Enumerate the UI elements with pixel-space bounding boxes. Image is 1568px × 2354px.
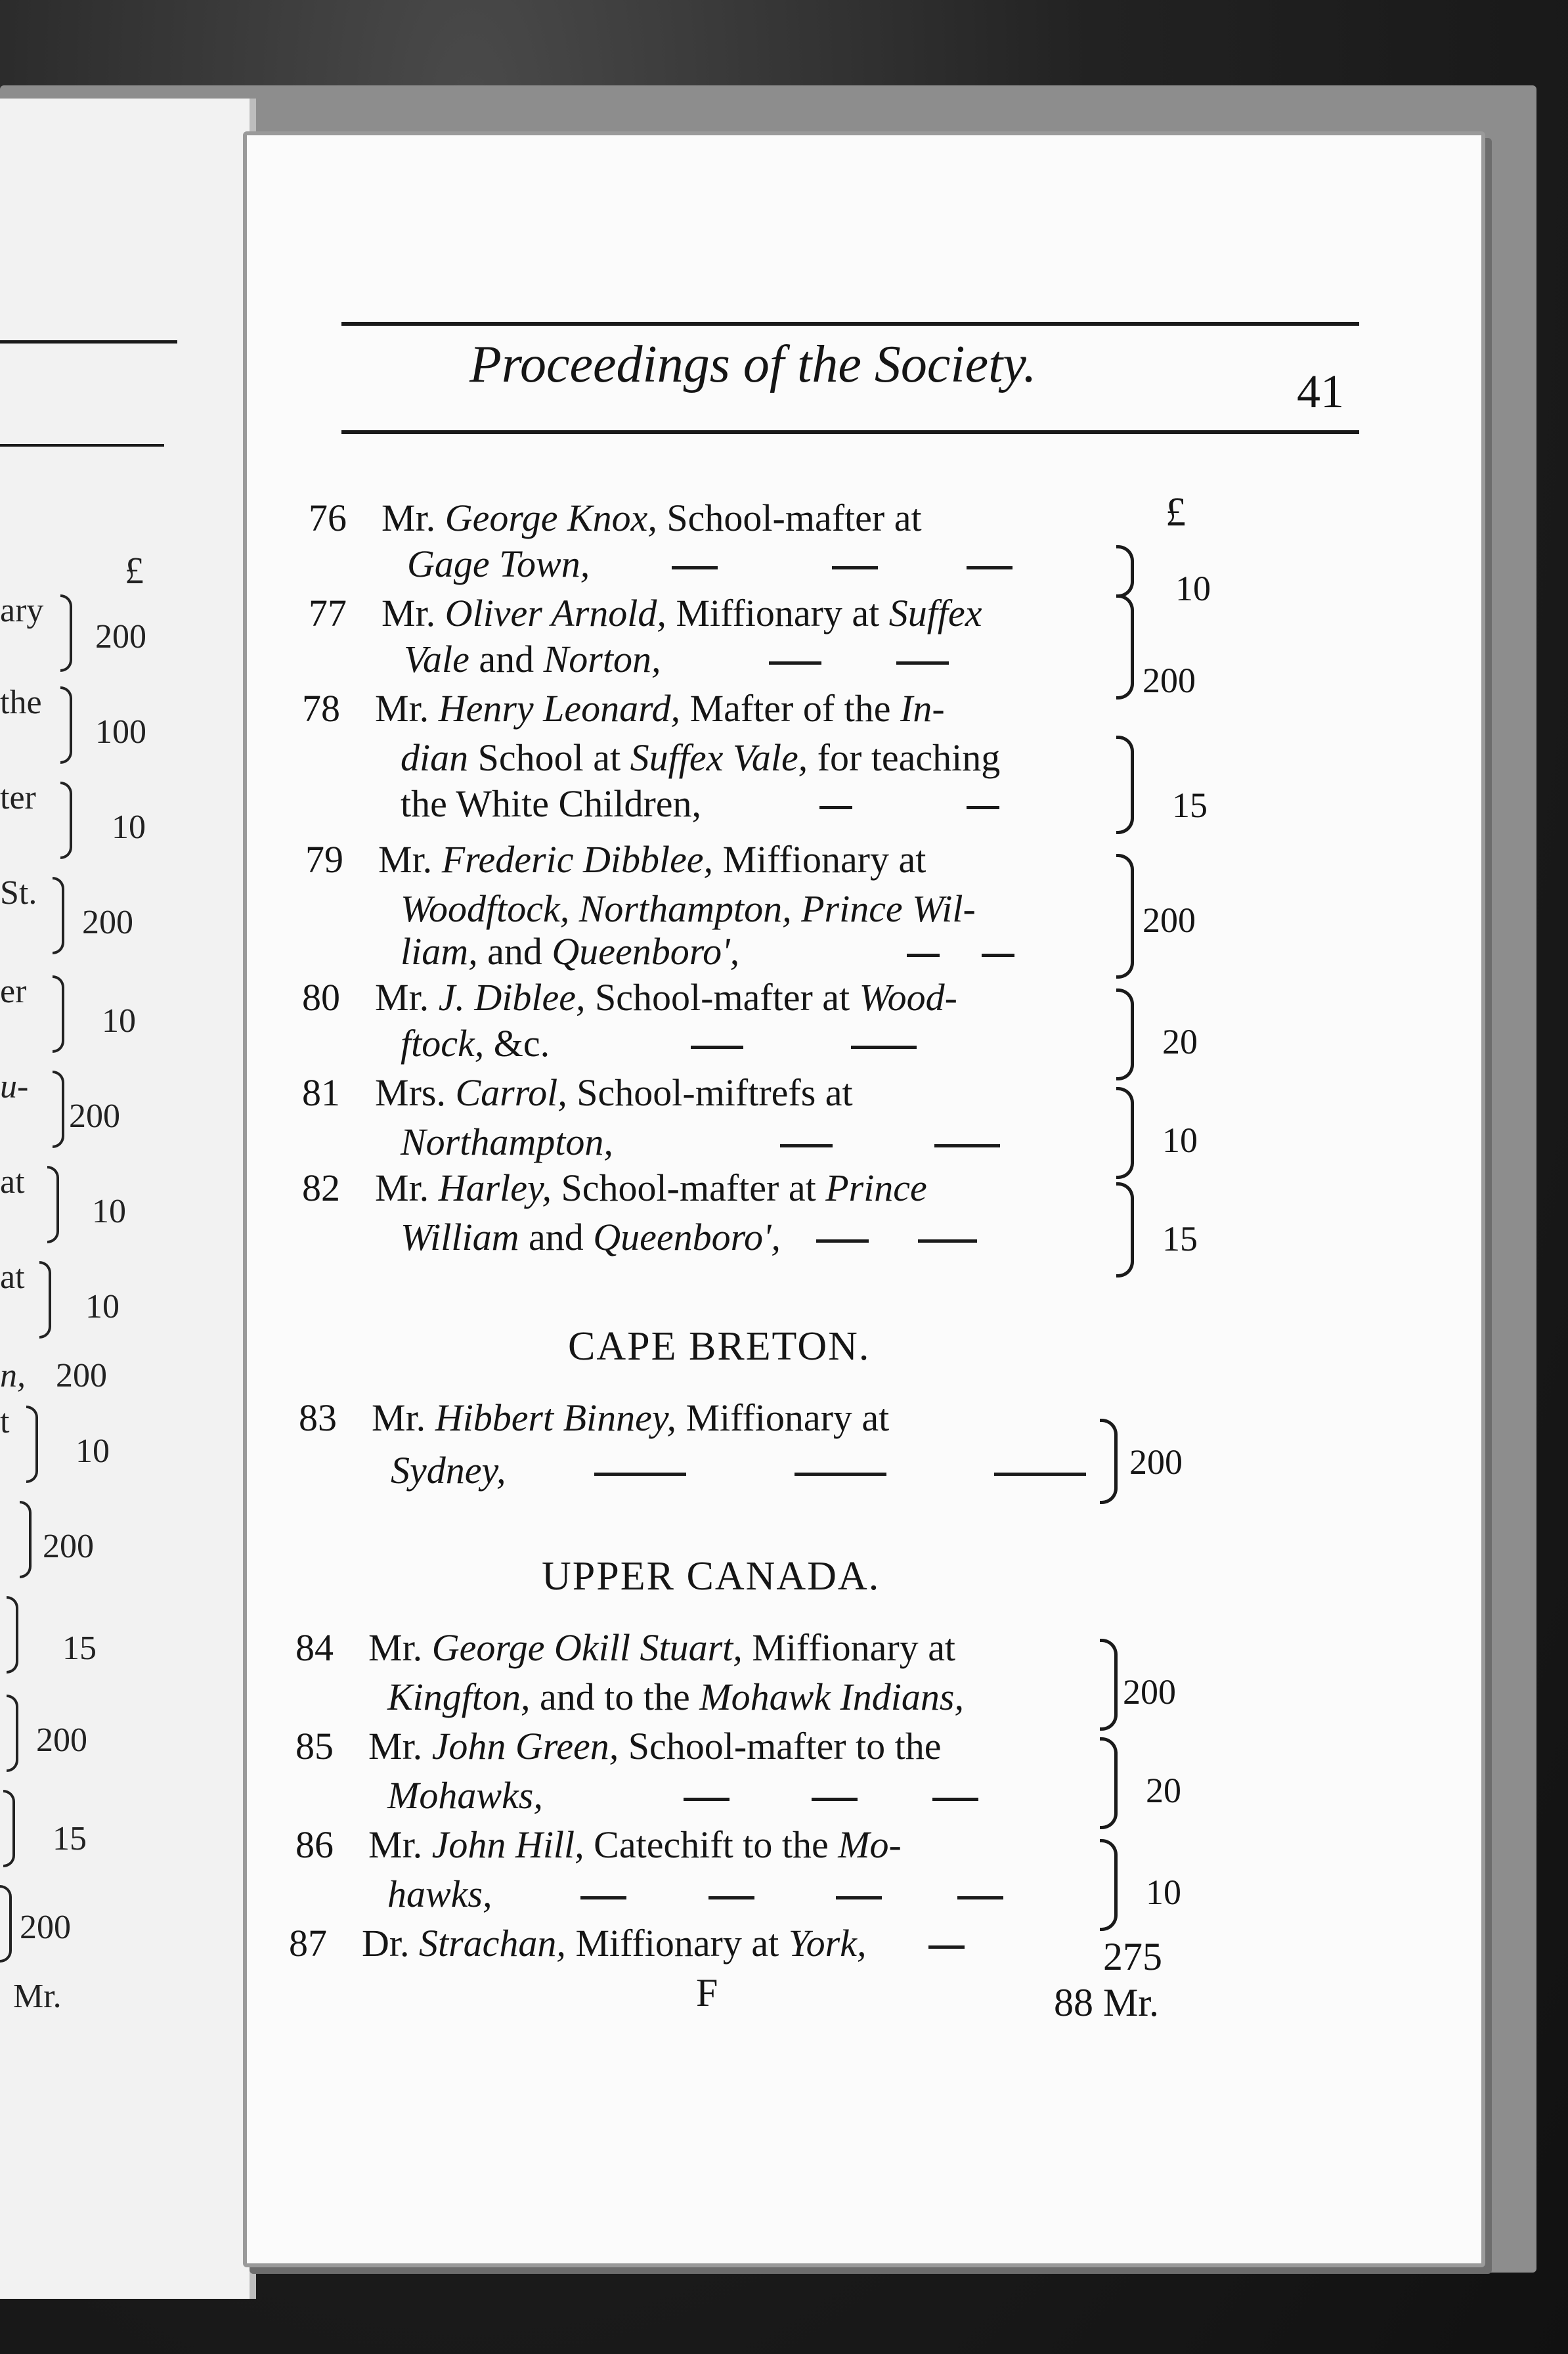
entry-name: J. Diblee,	[438, 976, 586, 1019]
entry-81-line-1	[302, 1071, 853, 1114]
leader-dash	[795, 1473, 886, 1476]
entry-name: Oliver Arnold,	[445, 592, 666, 634]
left-brace	[39, 1261, 51, 1339]
leader-dash	[594, 1473, 686, 1476]
amount: 15	[1162, 1219, 1198, 1258]
left-brace	[0, 1885, 12, 1963]
left-amount: 200	[36, 1721, 87, 1759]
entry-text: and	[477, 930, 552, 973]
left-amount: 200	[82, 904, 133, 941]
pound-symbol: £	[1165, 490, 1186, 535]
entry-place: Vale	[404, 638, 469, 680]
left-brace	[60, 686, 72, 764]
leader-dash	[932, 1798, 978, 1801]
left-amount: 10	[76, 1432, 110, 1470]
amount: 20	[1146, 1771, 1181, 1810]
entry-text: Mr.	[378, 838, 442, 881]
entry-83-line-1	[299, 1396, 890, 1439]
left-catchword: Mr.	[13, 1978, 62, 2015]
entry-place: Queenboro',	[552, 930, 740, 973]
left-brace	[7, 1596, 18, 1674]
entry-number: 86	[295, 1823, 334, 1866]
left-fragment: ter	[0, 779, 36, 816]
entry-name: Carrol,	[455, 1071, 567, 1114]
entry-number: 87	[289, 1922, 327, 1965]
entry-text: for teaching	[808, 736, 1001, 779]
entry-text: Miffionary at	[713, 838, 926, 881]
leader-dash	[896, 661, 949, 665]
entry-76-line-1	[309, 499, 922, 537]
leader-dash	[769, 661, 821, 665]
leader-dash	[684, 1798, 730, 1801]
top-rule	[341, 322, 1359, 326]
leader-dash	[708, 1896, 754, 1899]
entry-82-line-2	[401, 1218, 977, 1256]
entry-87-line-1	[289, 1924, 965, 1963]
leader-dash	[994, 1473, 1086, 1476]
entry-name: George Okill Stuart,	[431, 1626, 743, 1669]
brace	[1100, 1737, 1118, 1829]
entry-text: Mrs.	[375, 1071, 456, 1114]
left-amount: 10	[102, 1002, 136, 1040]
brace	[1100, 1419, 1118, 1504]
leader-dash	[967, 806, 999, 809]
entry-79-line-2	[401, 887, 976, 930]
entry-place: William	[401, 1216, 519, 1258]
entry-80-line-1	[302, 976, 957, 1019]
entry-name: Harley,	[438, 1166, 552, 1209]
entry-number: 84	[295, 1626, 334, 1669]
entry-78-line-3	[401, 782, 999, 825]
page-number: 41	[1297, 365, 1344, 418]
brace	[1116, 1087, 1134, 1179]
entry-text: Mr.	[381, 592, 445, 634]
amount: 200	[1143, 661, 1196, 700]
brace	[1116, 988, 1134, 1080]
section-heading-upper-canada: UPPER CANADA.	[542, 1554, 881, 1599]
entry-text: School at	[468, 736, 630, 779]
left-brace	[3, 1790, 15, 1867]
entry-number: 83	[299, 1396, 337, 1439]
amount: 275	[1103, 1935, 1162, 1978]
entry-text: and	[469, 638, 544, 680]
left-page	[0, 99, 256, 2299]
entry-place: Woodftock, Northampton, Prince Wil-	[401, 887, 976, 930]
entry-78-line-2	[401, 736, 1001, 779]
brace	[1100, 1639, 1118, 1731]
entry-place: In-	[900, 687, 945, 730]
entry-place: Queenboro',	[593, 1216, 781, 1258]
left-top-rule	[0, 340, 177, 344]
entry-place: hawks,	[387, 1873, 492, 1915]
left-amount: 200	[43, 1528, 94, 1565]
leader-dash	[819, 806, 852, 809]
entry-86-line-2	[387, 1875, 1003, 1913]
signature-mark: F	[696, 1971, 718, 2014]
left-brace	[7, 1695, 18, 1772]
entry-text: Mr.	[375, 1166, 439, 1209]
entry-number: 80	[302, 976, 340, 1019]
left-fragment: the	[0, 684, 42, 721]
entry-text: Mr.	[375, 687, 439, 730]
entry-place: Prince	[825, 1166, 927, 1209]
entry-86-line-1	[295, 1823, 902, 1866]
entry-79-line-3	[401, 930, 1014, 973]
left-amount: 10	[85, 1288, 120, 1325]
entry-number: 76	[309, 497, 347, 539]
left-amount: 10	[112, 809, 146, 846]
entry-number: 85	[295, 1725, 334, 1767]
entry-85-line-1	[295, 1727, 941, 1766]
entry-place: Mohawk Indians,	[699, 1676, 964, 1718]
entry-place: liam,	[401, 930, 478, 973]
amount: 200	[1129, 1442, 1183, 1482]
left-fragment: u-	[0, 1068, 29, 1105]
entry-text: Dr.	[362, 1922, 419, 1965]
leader-dash	[812, 1798, 858, 1801]
left-brace	[53, 1071, 64, 1148]
entry-78-line-1	[302, 687, 945, 730]
running-title: Proceedings of the Society.	[469, 336, 1037, 393]
left-amount: 200	[56, 1357, 107, 1394]
entry-text: Mr.	[375, 976, 439, 1019]
entry-number: 79	[305, 838, 343, 881]
entry-text: and to the	[530, 1676, 700, 1718]
entry-place: Kingfton,	[387, 1676, 531, 1718]
amount: 20	[1162, 1022, 1198, 1061]
entry-text: Miffionary at	[676, 1396, 890, 1439]
left-fragment: St.	[0, 874, 37, 912]
brace	[1116, 736, 1134, 834]
leader-dash	[816, 1239, 869, 1243]
entry-place: dian	[401, 736, 469, 779]
entry-text: School-mafter at	[585, 976, 860, 1019]
entry-text: School-mafter to the	[619, 1725, 942, 1767]
amount: 10	[1175, 569, 1211, 608]
left-brace	[26, 1406, 38, 1483]
entry-79-line-1	[305, 838, 926, 881]
entry-number: 82	[302, 1166, 340, 1209]
entry-place: Suffex	[888, 592, 982, 634]
leader-dash	[672, 566, 718, 569]
entry-name: Frederic Dibblee,	[441, 838, 714, 881]
entry-name: George Knox,	[445, 497, 657, 539]
leader-dash	[851, 1046, 917, 1049]
left-brace	[53, 975, 64, 1053]
entry-number: 81	[302, 1071, 340, 1114]
entry-text: the White Children,	[401, 782, 701, 825]
entry-name: Strachan,	[419, 1922, 566, 1965]
entry-name: Hibbert Binney,	[435, 1396, 676, 1439]
leader-dash	[967, 566, 1013, 569]
entry-place: Wood-	[859, 976, 957, 1019]
leader-dash	[928, 1945, 965, 1949]
entry-place: Mohawks,	[387, 1774, 543, 1817]
entry-83-line-2	[391, 1449, 1086, 1492]
left-amount: 200	[20, 1909, 71, 1946]
left-fragment: at	[0, 1163, 25, 1201]
entry-77-line-1	[309, 594, 982, 633]
entry-text: &c.	[484, 1022, 550, 1065]
entry-name: Henry Leonard,	[438, 687, 681, 730]
brace	[1116, 594, 1134, 700]
left-second-rule	[0, 444, 164, 447]
left-fragment: n,	[0, 1357, 26, 1394]
entry-text: Mr.	[368, 1725, 432, 1767]
entry-text: Mr.	[381, 497, 445, 539]
left-brace	[60, 594, 72, 672]
brace	[1116, 854, 1134, 979]
section-heading-cape-breton: CAPE BRETON.	[568, 1324, 871, 1369]
left-amount: 200	[95, 618, 146, 655]
leader-dash	[691, 1046, 743, 1049]
left-amount: 100	[95, 713, 146, 751]
entry-text: and	[519, 1216, 594, 1258]
leader-dash	[907, 954, 940, 957]
leader-dash	[934, 1144, 1000, 1147]
entry-place: Sydney,	[391, 1449, 506, 1492]
leader-dash	[832, 566, 878, 569]
entry-text: Mafter of the	[680, 687, 901, 730]
entry-text: Catechift to the	[584, 1823, 838, 1866]
left-brace	[47, 1166, 59, 1243]
catchword: 88 Mr.	[1054, 1981, 1160, 2024]
amount: 200	[1123, 1672, 1176, 1712]
entry-text: Mr.	[368, 1626, 432, 1669]
left-fragment: at	[0, 1258, 25, 1296]
entry-place: Gage Town,	[407, 543, 590, 585]
leader-dash	[836, 1896, 882, 1899]
entry-82-line-1	[302, 1166, 927, 1209]
amount: 10	[1162, 1121, 1198, 1160]
entry-place: Norton,	[543, 638, 661, 680]
left-brace	[60, 782, 72, 859]
leader-dash	[957, 1896, 1003, 1899]
entry-number: 78	[302, 687, 340, 730]
entry-place: ftock,	[401, 1022, 485, 1065]
left-amount: 10	[92, 1193, 126, 1230]
entry-name: John Hill,	[431, 1823, 584, 1866]
entry-81-line-2	[401, 1123, 1000, 1161]
brace	[1100, 1839, 1118, 1931]
entry-text: School-mafter at	[657, 497, 922, 539]
entry-place: Mo-	[838, 1823, 902, 1866]
left-amount: 15	[53, 1820, 87, 1857]
entry-84-line-2	[387, 1678, 964, 1716]
entry-place: York,	[788, 1922, 867, 1965]
entry-77-line-2	[404, 640, 949, 678]
left-pound: £	[125, 549, 144, 592]
leader-dash	[918, 1239, 977, 1243]
entry-85-line-2	[387, 1774, 978, 1817]
header-rule	[341, 430, 1359, 434]
entry-80-line-2	[401, 1022, 917, 1065]
entry-text: Miffionary at	[742, 1626, 956, 1669]
entry-84-line-1	[295, 1626, 956, 1669]
left-brace	[53, 877, 64, 954]
left-fragment: er	[0, 973, 27, 1010]
entry-text: Miffionary at	[565, 1922, 789, 1965]
entry-place: Suffex Vale,	[630, 736, 808, 779]
entry-text: Miffionary at	[666, 592, 889, 634]
entry-text: Mr.	[372, 1396, 435, 1439]
amount: 200	[1143, 900, 1196, 940]
entry-name: John Green,	[431, 1725, 619, 1767]
brace	[1116, 1182, 1134, 1277]
entry-76-line-2	[407, 545, 1013, 583]
left-fragment: t	[0, 1403, 10, 1440]
entry-text: School-miftrefs at	[567, 1071, 853, 1114]
left-amount: 200	[69, 1098, 120, 1135]
entry-text: School-mafter at	[552, 1166, 826, 1209]
leader-dash	[580, 1896, 626, 1899]
amount: 15	[1172, 786, 1208, 825]
leader-dash	[780, 1144, 833, 1147]
left-amount: 15	[62, 1630, 97, 1667]
entry-number: 77	[309, 592, 347, 634]
leader-dash	[982, 954, 1014, 957]
amount: 10	[1146, 1873, 1181, 1912]
left-brace	[20, 1501, 32, 1578]
left-fragment: ary	[0, 592, 44, 629]
brace	[1116, 545, 1134, 598]
entry-text: Mr.	[368, 1823, 432, 1866]
entry-place: Northampton,	[401, 1121, 613, 1163]
